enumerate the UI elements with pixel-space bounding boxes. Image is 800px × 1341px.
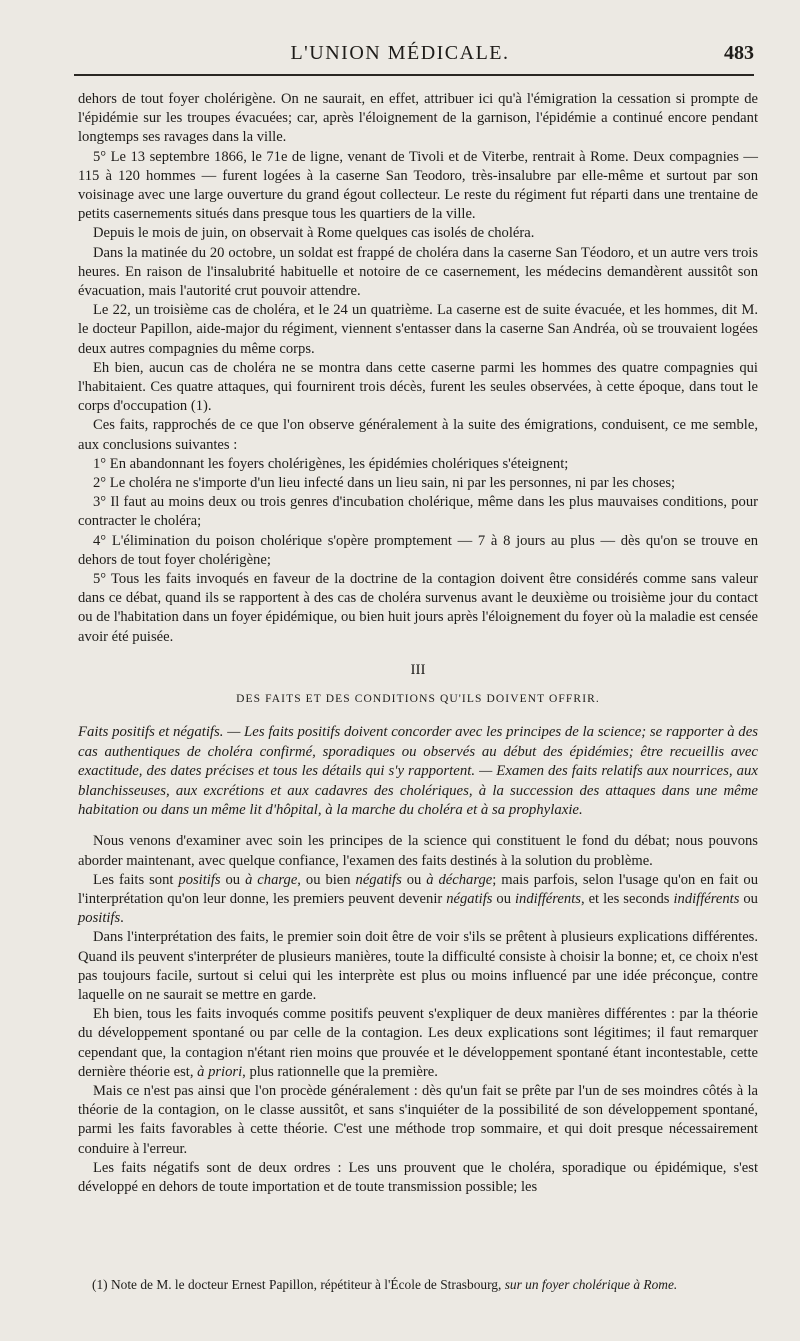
conclusion-item: 5° Tous les faits invoqués en faveur de la doctrine de la contagion doivent être considérés comme sans valeur dans ce débat, quand ils se rapportent à des cas de choléra survenus avant le deuxième ou troisième jour du contact ou de l'habitation dans un foyer épidémique, ou bien huit jours après l'éloignement du foyer où la maladie est censée avoir été puisée. bbox=[78, 571, 758, 645]
header-rule bbox=[74, 74, 754, 76]
body-text bbox=[78, 90, 758, 1197]
emphasis: indifférents bbox=[515, 890, 581, 907]
paragraph-positive-negative bbox=[78, 871, 758, 929]
paragraph-theory bbox=[78, 1005, 758, 1082]
emphasis: à charge bbox=[245, 871, 298, 888]
section-summary: Faits positifs et négatifs. — Les faits positifs doivent concorder avec les principes de la science; se rapporter à des cas authentiques de choléra confirmé, sporadiques ou observés au début des épidémies; être recueillis avec exactitude, des dates précises et tous les détails qui s'y rapportent. — Examen des faits relatifs aux nourrices, aux blanchisseuses, aux excrétions et aux cadavres des cholériques, à la succession des attaques dans une même habitation ou dans un même lit d'hôpital, à la marche du choléra et à sa prophylaxie. bbox=[78, 724, 759, 818]
text-run: , et les seconds bbox=[580, 890, 674, 907]
text-run: ou bbox=[492, 890, 515, 907]
paragraph: Depuis le mois de juin, on observait à Rome quelques cas isolés de choléra. bbox=[93, 225, 535, 242]
text-run: Eh bien, tous les faits invoqués comme positifs peuvent s'expliquer de deux manières différentes : par la théorie du développement spontané ou par celle de la contagion. Les deux explications sont légitimes; il faut remarquer cependant que, la contagion n'étant rien moins que prouvée et le développement spontané étant incontestable, cette dernière théorie est, bbox=[78, 1006, 758, 1080]
emphasis: négatifs bbox=[355, 871, 402, 888]
footnote bbox=[78, 1276, 758, 1294]
footnote-text: (1) Note de M. le docteur Ernest Papillon, répétiteur à l'École de Strasbourg, bbox=[92, 1277, 505, 1292]
text-run: ou bbox=[739, 890, 758, 907]
emphasis: à priori bbox=[197, 1063, 243, 1080]
text-run: Les faits sont bbox=[93, 871, 179, 888]
emphasis: positifs bbox=[78, 910, 121, 927]
conclusion-item: 4° L'élimination du poison cholérique s'opère promptement — 7 à 8 jours au plus — dès qu'on se trouve en dehors de tout foyer cholérigène; bbox=[78, 532, 758, 568]
paragraph: Dans l'interprétation des faits, le premier soin doit être de voir s'ils se prêtent à plusieurs explications différentes. Quand ils peuvent s'interpréter de plusieurs manières, toute la difficulté consiste à choisir la bonne; et, ce choix n'est pas toujours facile, surtout si celui qui les interprète est plus ou moins influencé par une idée préconçue, contre laquelle on ne saurait se mettre en garde. bbox=[78, 929, 758, 1003]
paragraph: Eh bien, aucun cas de choléra ne se montra dans cette caserne parmi les hommes des quatre compagnies qui l'habitaient. Ces quatre attaques, qui fournirent trois décès, furent les seules observées, à cette époque, dans tout le corps d'occupation (1). bbox=[78, 359, 758, 415]
paragraph: Le 22, un troisième cas de choléra, et le 24 un quatrième. La caserne est de suite évacuée, et les hommes, dit M. le docteur Papillon, aide-major du régiment, viennent s'entasser dans la caserne San Andréa, où se trouvaient logées deux autres compagnies du même corps. bbox=[78, 302, 758, 357]
paragraph: Ces faits, rapprochés de ce que l'on observe généralement à la suite des émigrations, conduisent, ce me semble, aux conclusions suivantes : bbox=[78, 417, 758, 453]
text-run: , plus rationnelle que la première. bbox=[242, 1063, 438, 1080]
conclusion-item: 3° Il faut au moins deux ou trois genres d'incubation cholérique, même dans les plus mauvaises conditions, pour contracter le choléra; bbox=[78, 494, 758, 530]
running-title: L'UNION MÉDICALE. bbox=[290, 42, 510, 64]
paragraph: 5° Le 13 septembre 1866, le 71e de ligne, venant de Tivoli et de Viterbe, rentrait à Rome. Deux compagnies — 115 à 120 hommes — furent logées à la caserne San Teodoro, très-insalubre par elle-même et surtout par son voisinage avec une large ouverture du grand égout collecteur. Le reste du régiment fut réparti dans une trentaine de petits casernements situés dans presque tous les quartiers de la ville. bbox=[78, 148, 758, 223]
paragraph: Dans la matinée du 20 octobre, un soldat est frappé de choléra dans la caserne San Téodoro, et un autre vers trois heures. En raison de l'insalubrité habituelle et notoire de ce casernement, les médecins demandèrent aussitôt son évacuation, mais l'autorité crut pouvoir attendre. bbox=[78, 244, 758, 300]
paragraph: Mais ce n'est pas ainsi que l'on procède généralement : dès qu'un fait se prête par l'un de ses moindres côtés à la théorie de la contagion, on le classe aussitôt, et sans s'inquiéter de la possibilité de son développement spontané, parmi les faits favorables à cette théorie. C'est une méthode trop sommaire, et qui doit presque nécessairement conduire à l'erreur. bbox=[78, 1082, 758, 1157]
page-number: 483 bbox=[724, 42, 754, 64]
text-run: , ou bien bbox=[297, 871, 356, 888]
section-number: III bbox=[410, 661, 426, 678]
text-run: ou bbox=[220, 871, 246, 888]
paragraph: dehors de tout foyer cholérigène. On ne saurait, en effet, attribuer ici qu'à l'émigration la cessation si prompte de l'épidémie sur les troupes évacuées; car, après l'éloignement de la garnison, l'épidémie a continué encore pendant longtemps ses ravages dans la ville. bbox=[78, 91, 758, 146]
page-header bbox=[0, 0, 800, 80]
emphasis: à décharge bbox=[426, 871, 493, 888]
text-run: ; mais parfois, selon l'usage qu'on en fait ou l'interprétation qu'on leur donne, les premiers peuvent devenir bbox=[78, 871, 759, 907]
paragraph: Nous venons d'examiner avec soin les principes de la science qui constituent le fond du débat; nous pouvons aborder maintenant, avec quelque confiance, l'examen des faits destinés à la solution du problème. bbox=[78, 833, 758, 869]
footnote-title: sur un foyer cholérique à Rome. bbox=[504, 1277, 678, 1292]
paragraph: Les faits négatifs sont de deux ordres : Les uns prouvent que le choléra, sporadique ou épidémique, s'est développé en dehors de toute importation et de toute transmission possible; les bbox=[78, 1159, 758, 1195]
conclusion-item: 2° Le choléra ne s'importe d'un lieu infecté dans un lieu sain, ni par les personnes, ni par les choses; bbox=[93, 475, 676, 492]
emphasis: négatifs bbox=[446, 890, 493, 907]
text-run: ou bbox=[401, 871, 427, 888]
conclusion-item: 1° En abandonnant les foyers cholérigènes, les épidémies cholériques s'éteignent; bbox=[93, 455, 569, 472]
text-run: . bbox=[120, 910, 124, 927]
section-title: DES FAITS ET DES CONDITIONS QU'ILS DOIVENT OFFRIR. bbox=[236, 693, 600, 706]
emphasis: indifférents bbox=[673, 890, 740, 907]
emphasis: positifs bbox=[178, 871, 221, 888]
